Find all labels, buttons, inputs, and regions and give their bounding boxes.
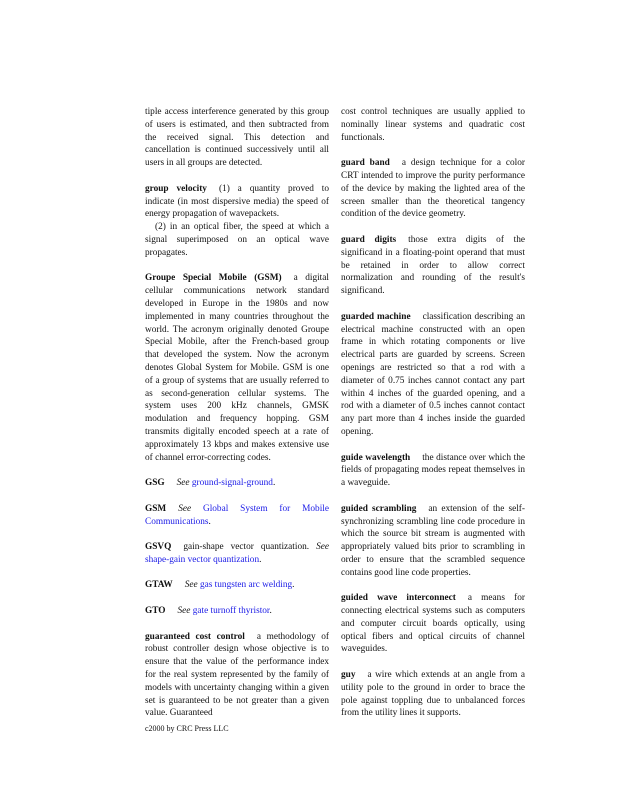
entry-term: guide wavelength bbox=[341, 452, 411, 463]
entry-gsg bbox=[145, 477, 329, 490]
entry-term: group velocity bbox=[145, 183, 207, 194]
cross-reference-link[interactable]: gas tungsten arc welding bbox=[199, 580, 293, 591]
entry-definition: a digital cellular communications network standard developed in Europe in the 1980s and now implemented in many countries throughout the world. The acronym originally denoted Groupe Special Mobile, after the French-based group that developed the system. Now the acronym denotes Global System for Mobile. GSM is one of a group of systems that are usually referred to as second-generation cellular systems. The system uses 200 kHz channels, GMSK modulation and frequency hopping. GSM transmits digitally encoded speech at a rate of approximately 13 kbps and makes extensive use of channel error-correcting codes. bbox=[145, 273, 329, 463]
punctuation: . bbox=[259, 554, 262, 565]
entry-term: guy bbox=[341, 670, 356, 681]
see-label: See bbox=[177, 606, 191, 617]
entry-guide-wavelength bbox=[341, 452, 525, 490]
copyright-footer: c2000 by CRC Press LLC bbox=[145, 724, 229, 733]
entry-definition: classification describing an electrical machine constructed with an open frame in which rotating components or live electrical parts are guarded by screens. Screen openings are restricted so that a rod with a diameter of 0.75 inches cannot contact any part within 4 inches of the guarded opening, and a rod with a diameter of 0.5 inches cannot contact any part more than 4 inches inside the guarded opening. bbox=[341, 311, 525, 437]
entry-term: guided wave interconnect bbox=[341, 593, 456, 604]
entry-term: guaranteed cost control bbox=[145, 631, 245, 642]
entry-definition: the distance over which the fields of propagating modes repeat themselves in a waveguide. bbox=[341, 452, 525, 489]
left-column bbox=[145, 106, 329, 733]
entry-group-velocity bbox=[145, 183, 329, 260]
entry-gsm bbox=[145, 503, 329, 529]
entry-definition: a means for connecting electrical systems such as computers and computer circuit boards optically, using optical fibers and optical circuits of channel waveguides. bbox=[341, 593, 525, 655]
punctuation: . bbox=[272, 478, 276, 489]
entry-guided-scrambling bbox=[341, 503, 525, 580]
see-label: See bbox=[176, 478, 190, 489]
see-label: See bbox=[184, 580, 198, 591]
entry-guarded-machine bbox=[341, 311, 525, 439]
entry-definition: a wire which extends at an angle from a utility pole to the ground in order to brace the pole against toppling due to unbalanced forces from the utility lines it supports. bbox=[341, 670, 525, 719]
punctuation: . bbox=[208, 516, 211, 527]
entry-gtaw bbox=[145, 579, 329, 592]
cross-reference-link[interactable]: ground-signal-ground bbox=[191, 478, 273, 489]
entry-term: Groupe Special Mobile (GSM) bbox=[145, 273, 282, 284]
entry-guy bbox=[341, 669, 525, 720]
entry-term: GTO bbox=[145, 606, 166, 617]
see-label: See bbox=[316, 542, 329, 553]
entry-term: GSG bbox=[145, 478, 165, 489]
entry-term: guard band bbox=[341, 158, 390, 169]
punctuation: . bbox=[269, 606, 272, 617]
entry-term: GSM bbox=[145, 503, 167, 514]
entry-guaranteed-cost-control bbox=[145, 631, 329, 721]
punctuation: . bbox=[292, 580, 295, 591]
entry-definition: an extension of the self-synchronizing scrambling line code procedure in which the source bit stream is augmented with appropriately valued bits prior to scrambling in order to ensure that the scrambled sequence contains good line code properties. bbox=[341, 503, 525, 578]
entry-definition: those extra digits of the significand in a floating-point operand that must be retained in order to allow correct normalization and rounding of the result's significand. bbox=[341, 234, 525, 297]
entry-gsvq bbox=[145, 541, 329, 567]
cross-reference-link[interactable]: Global System for Mobile Communications bbox=[145, 503, 329, 527]
entry-groupe-special-mobile bbox=[145, 272, 329, 464]
cross-reference-link[interactable]: gate turnoff thyristor bbox=[192, 606, 270, 617]
entry-term: GTAW bbox=[145, 580, 173, 591]
entry-term: GSVQ bbox=[145, 542, 172, 553]
entry-definition-sense-2: (2) in an optical fiber, the speed at which a signal superimposed on an optical wave propagates. bbox=[145, 222, 329, 258]
entry-guard-digits bbox=[341, 234, 525, 298]
entry-guided-wave-interconnect bbox=[341, 592, 525, 656]
entry-definition: (1) a quantity proved to indicate (in most dispersive media) the speed of energy propagation of wavepackets. bbox=[145, 183, 329, 220]
cross-reference-link[interactable]: shape-gain vector quantization bbox=[145, 554, 260, 565]
see-label: See bbox=[178, 503, 192, 514]
entry-guard-band bbox=[341, 157, 525, 221]
entry-term: guarded machine bbox=[341, 311, 411, 322]
continued-definition: cost control techniques are usually applied to nominally linear systems and quadratic cost functionals. bbox=[341, 107, 525, 143]
entry-term: guard digits bbox=[341, 234, 397, 245]
continued-definition: tiple access interference generated by this group of users is estimated, and then subtracted from the received signal. This detection and cancellation is continued successively until all users in all groups are detected. bbox=[145, 107, 329, 169]
entry-definition: a methodology of robust controller design whose objective is to ensure that the value of the performance index for the real system represented by the family of models with uncertainty changing within a given set is guaranteed to be not greater than a given value. Guaranteed bbox=[145, 631, 329, 719]
entry-definition: a design technique for a color CRT intended to improve the purity performance of the device by making the lighted area of the screen smaller than the theoretical tangency condition of the device geometry. bbox=[341, 158, 526, 220]
entry-definition: gain-shape vector quantization. bbox=[183, 542, 310, 553]
entry-term: guided scrambling bbox=[341, 503, 417, 514]
right-column bbox=[341, 106, 525, 733]
entry-gto bbox=[145, 605, 329, 618]
